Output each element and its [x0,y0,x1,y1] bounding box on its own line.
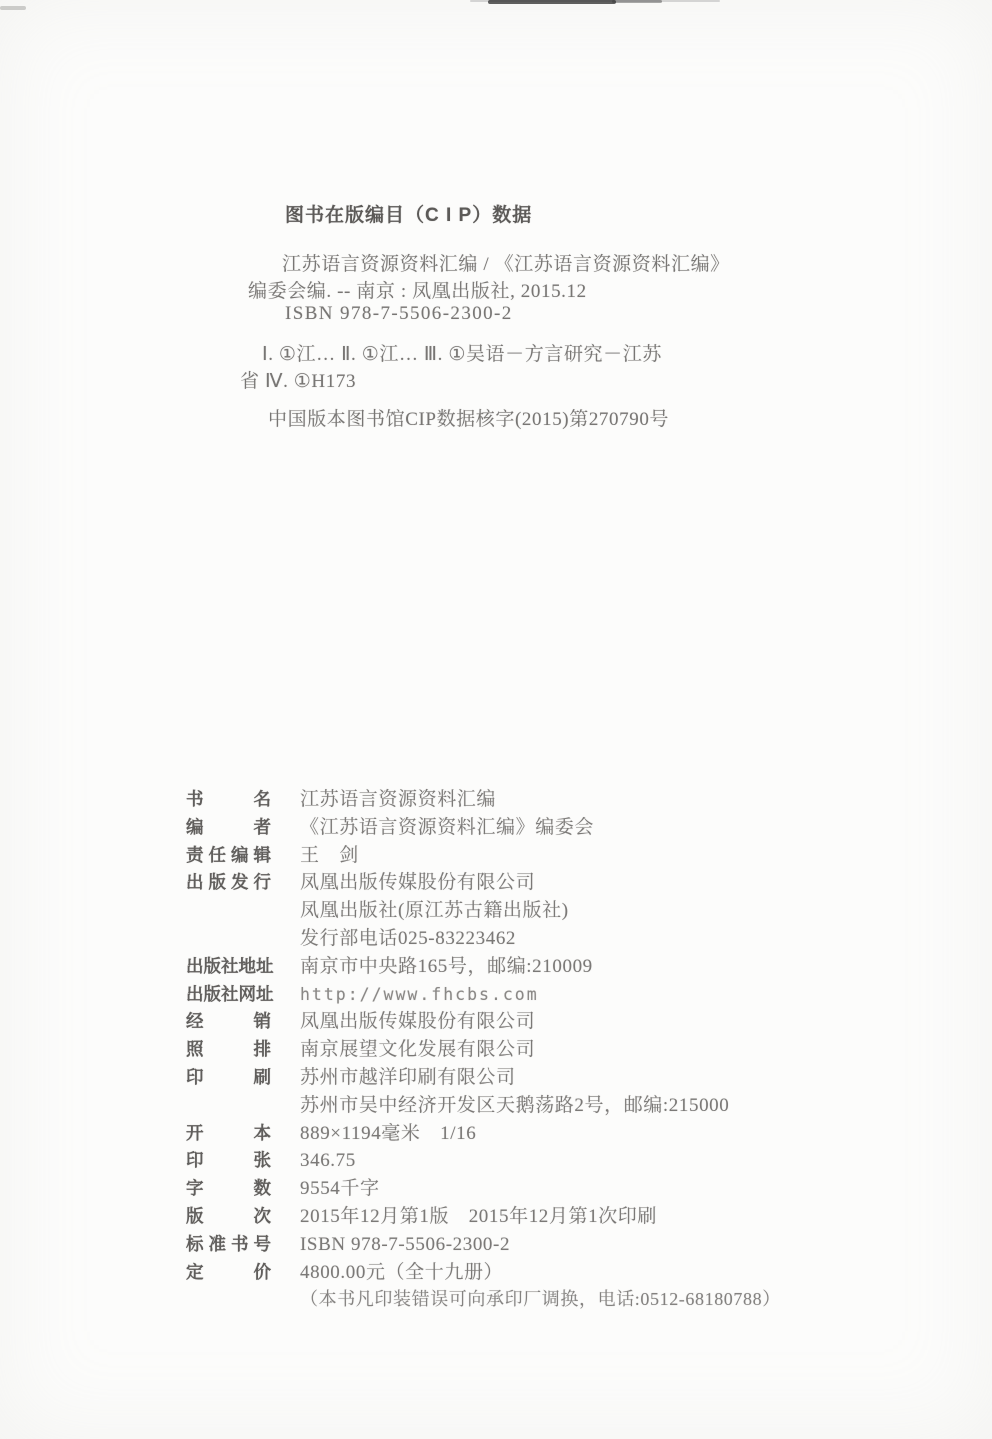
colophon-row [186,897,866,925]
colophon-label-char: 发 [231,872,249,893]
colophon-label-char: 准 [208,1233,226,1254]
colophon-value: 南京市中央路165号，邮编:210009 [300,955,593,977]
colophon-label-char: 任 [208,844,226,865]
colophon-label [186,786,271,814]
colophon-row [186,1203,866,1231]
colophon-label-char: 行 [253,872,271,893]
colophon-label-char: 书 [186,789,204,809]
colophon-label-char: 出 [186,872,204,893]
scan-artifact-top [470,0,720,2]
colophon-label-char: 址 [256,955,274,976]
colophon-row [186,1092,866,1120]
colophon-label-char: 址 [256,983,274,1004]
colophon-row [186,1175,866,1203]
colophon-label [186,1231,271,1259]
colophon-label-char: 张 [253,1150,271,1171]
colophon-value: 2015年12月第1版 2015年12月第1次印刷 [300,1205,658,1227]
colophon-label-char: 定 [186,1261,204,1282]
colophon-row [186,1231,866,1259]
colophon-value: 江苏语言资源资料汇编 [300,789,497,810]
colophon-row [186,842,866,870]
colophon [186,786,866,1314]
colophon-label [186,1120,271,1148]
colophon-label-char: 书 [231,1233,249,1254]
colophon-label-char: 版 [203,955,221,976]
colophon-label-char: 次 [253,1205,271,1226]
colophon-label [186,1064,271,1092]
colophon-label-char: 地 [238,955,256,976]
colophon-label [186,1203,271,1231]
colophon-row [186,814,866,842]
colophon-row [186,925,866,953]
colophon-row [186,1120,866,1148]
colophon-value: 《江苏语言资源资料汇编》编委会 [300,816,595,838]
colophon-label-char: 出 [186,955,204,976]
colophon-label-char: 刷 [253,1066,271,1087]
colophon-value: 苏州市越洋印刷有限公司 [300,1066,516,1088]
colophon-row [186,786,866,814]
colophon-label-char: 版 [208,872,226,893]
colophon-value: 346.75 [300,1150,356,1172]
colophon-label-char: 照 [186,1039,204,1060]
colophon-label-char: 字 [186,1178,204,1199]
colophon-label-char: 社 [221,955,239,976]
colophon-value: 王 剑 [300,844,359,866]
colophon-label-char: 开 [186,1122,204,1143]
colophon-label-char: 版 [186,1205,204,1226]
colophon-label-char: 价 [253,1261,271,1282]
cip-isbn-line: ISBN 978-7-5506-2300-2 [285,303,513,324]
cip-title: 图书在版编目（C I P）数据 [285,205,533,226]
colophon-row [186,1036,866,1064]
colophon-value: 凤凰出版传媒股份有限公司 [300,1011,536,1033]
colophon-label [186,981,274,1009]
colophon-row [186,953,866,981]
colophon-label-char: 责 [186,844,204,865]
colophon-label [186,1175,271,1203]
scan-artifact-corner [0,6,26,10]
colophon-label [186,1008,271,1036]
colophon-label-char: 名 [253,789,271,809]
colophon-value: 发行部电话025-83223462 [300,927,517,949]
colophon-value: 南京展望文化发展有限公司 [300,1039,536,1061]
colophon-label-char: 版 [203,983,221,1004]
colophon-label-char: 印 [186,1066,204,1087]
colophon-label [186,842,271,870]
colophon-value: 889×1194毫米 1/16 [300,1122,477,1144]
cip-classification-line-1: Ⅰ. ①江… Ⅱ. ①江… Ⅲ. ①吴语－方言研究－江苏 [262,344,662,365]
colophon-value: 4800.00元（全十九册） [300,1261,504,1283]
colophon-label-char: 印 [186,1150,204,1171]
colophon-label-char: 出 [186,983,204,1004]
colophon-label-char: 编 [231,844,249,865]
colophon-label-char: 排 [253,1039,271,1060]
colophon-label-char: 辑 [253,844,271,865]
colophon-label-char: 网 [238,983,256,1004]
colophon-label [186,1147,271,1175]
colophon-label-char: 销 [253,1011,271,1032]
colophon-row [186,1008,866,1036]
cip-record-line-2: 编委会编. -- 南京 : 凤凰出版社, 2015.12 [248,281,587,302]
colophon-label-char: 数 [253,1178,271,1199]
colophon-label-char: 者 [253,816,271,837]
colophon-label-char: 号 [253,1233,271,1254]
colophon-label [186,814,271,842]
colophon-label-char: 社 [221,983,239,1004]
colophon-value: 苏州市吴中经济开发区天鹅荡路2号，邮编:215000 [300,1094,730,1116]
colophon-label-char: 经 [186,1011,204,1032]
colophon-row [186,1286,866,1314]
colophon-value: 9554千字 [300,1178,380,1200]
colophon-value: 凤凰出版社(原江苏古籍出版社) [300,900,569,922]
cip-record-line-1: 江苏语言资源资料汇编 / 《江苏语言资源资料汇编》 [282,254,730,275]
colophon-label-char: 标 [186,1233,204,1254]
colophon-row [186,1064,866,1092]
colophon-label-char: 本 [253,1122,271,1143]
colophon-label [186,1036,271,1064]
cip-classification-line-2: 省 Ⅳ. ①H173 [240,371,357,392]
colophon-label-char: 编 [186,816,204,837]
colophon-row [186,1259,866,1287]
colophon-row [186,869,866,897]
colophon-value: 凤凰出版传媒股份有限公司 [300,872,536,894]
colophon-label [186,869,271,897]
colophon-value: （本书凡印装错误可向承印厂调换，电话:0512-68180788） [300,1289,781,1310]
colophon-row [186,1147,866,1175]
cip-registry-number: 中国版本图书馆CIP数据核字(2015)第270790号 [268,409,670,430]
colophon-value: http://www.fhcbs.com [300,984,539,1004]
colophon-label [186,953,274,981]
colophon-row [186,981,866,1009]
colophon-value: ISBN 978-7-5506-2300-2 [300,1233,511,1255]
colophon-label [186,1259,271,1287]
